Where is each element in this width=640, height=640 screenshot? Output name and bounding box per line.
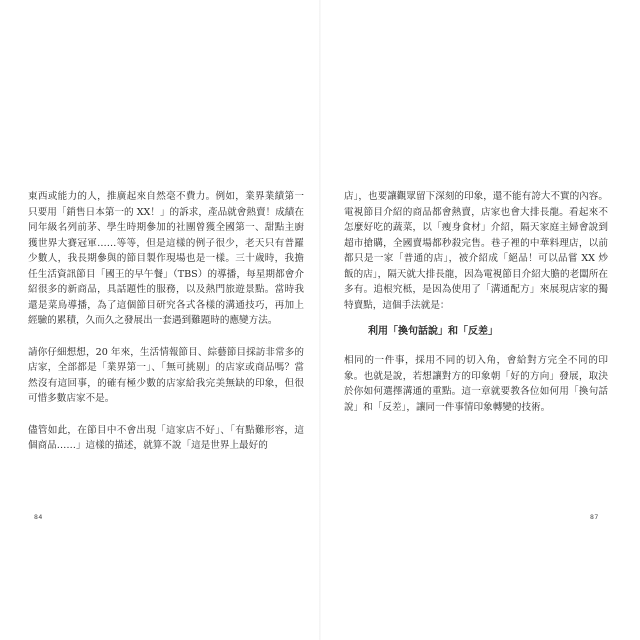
- left-body-text: [28, 189, 304, 454]
- section-heading: 利用「換句話說」和「反差」: [368, 326, 498, 337]
- body-paragraph: 東西或能力的人，推廣起來自然毫不費力。例如，業界業績第一只要用「銷售日本第一的 XX！」的訴求，產品就會熱賣！成績在同年級名列前茅、學生時期參加的社團曾獲全國第一、甜點主廚獲世界大賽冠軍……等等，但是這樣的例子很少，老天只有普羅少數人，我長期參與的節目製作現場也是一樣。三十歲時，我擔任生活資訊節目「國王的早午餐」（TBS）的導播，每星期都會介紹很多的新商品，具話題性的服務，以及熱門旅遊景點。當時我還是菜鳥導播，為了這個節目研究各式各樣的溝通技巧，再加上經驗的累積，久而久之發展出一套遇到難題時的應變方法。: [28, 191, 304, 326]
- body-paragraph: 請你仔細想想，20 年來，生活情報節目、綜藝節目採訪非常多的店家，全部都是「業界第一」、「無可挑剔」的店家或商品嗎？當然沒有這回事，的確有極少數的店家給我完美無缺的印象，但很可惜多數店家不是。: [28, 346, 304, 404]
- page-number-left: 84: [34, 513, 43, 521]
- body-paragraph: 店」，也要讓觀眾留下深刻的印象，還不能有誇大不實的內容。電視節目介紹的商品都會熱賣，店家也會大排長龍。看起來不怎麼好吃的蔬菜，以「瘦身食材」介紹，隔天家庭主婦會說到超市搶購，全國賣場都秒殺完售。巷子裡的中華料理店，以前都只是一家「普通的店」，被介紹成「絕品！可以品嘗 XX 炒飯的店」，隔天就大排長龍，因為電視節目介紹大膽的老闆所在多有。追根究柢，是因為使用了「溝通配方」來展現店家的獨特賣點，這個手法就是：: [344, 191, 608, 311]
- page-number-right: 87: [590, 513, 599, 521]
- body-paragraph: 相同的一件事，採用不同的切入角，會給對方完全不同的印象。也就是說，若想讓對方的印象朝「好的方向」發展，取決於你如何選擇溝通的重點。這一章就要教各位如何用「換句話說」和「反差」，讓同一件事情印象轉變的技術。: [344, 355, 608, 413]
- body-paragraph: 儘管如此，在節目中不會出現「這家店不好」、「有點難形容，這個商品……」這樣的描述，就算不說「這是世界上最好的: [28, 424, 304, 451]
- right-body-text: [344, 189, 608, 415]
